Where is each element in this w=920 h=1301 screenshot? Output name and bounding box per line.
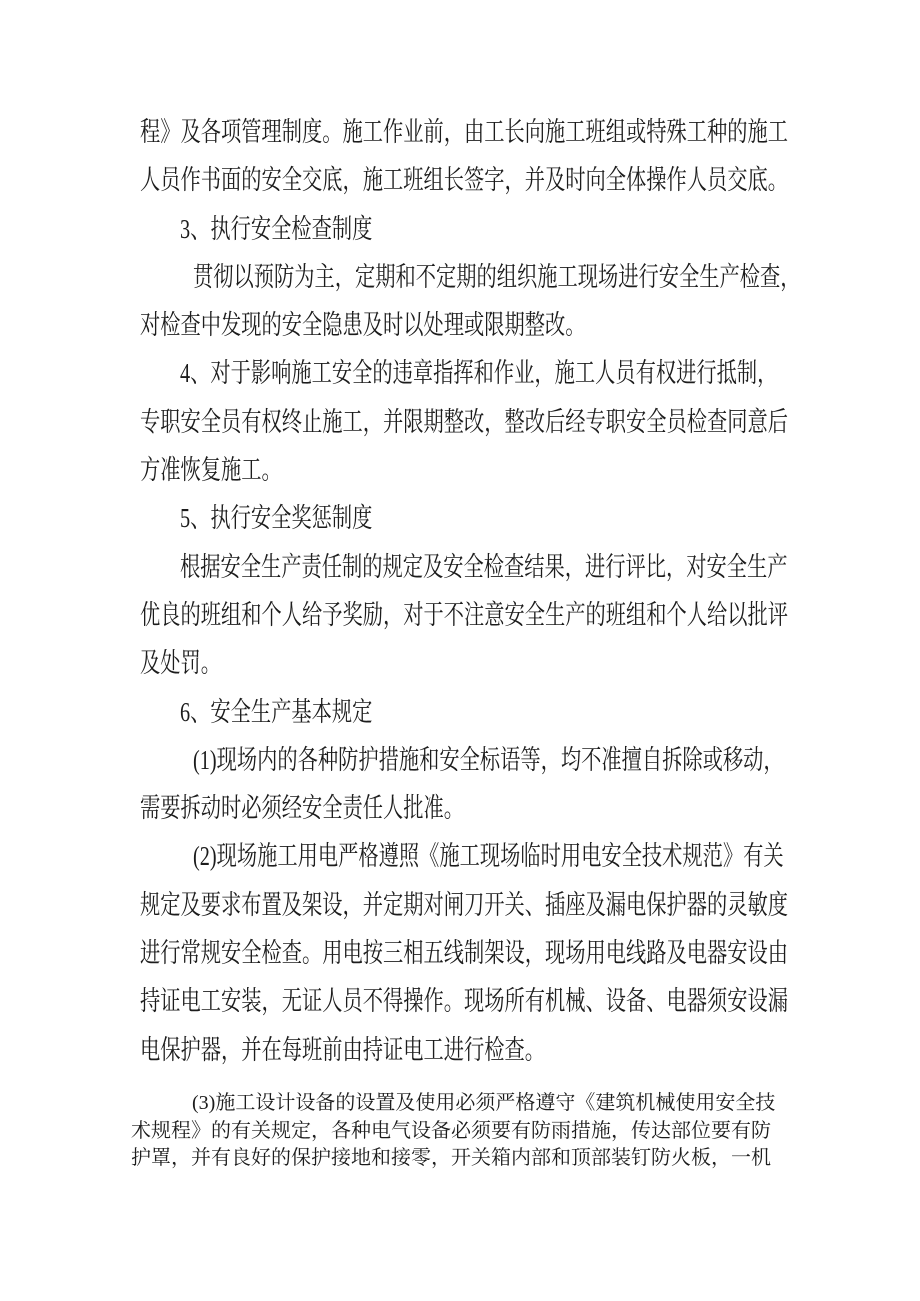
document-line <box>131 1090 891 1118</box>
document-line-text: 方准恢复施工。 <box>140 455 282 486</box>
document-line-text: 护罩，并有良好的保护接地和接零，开关箱内部和顶部装钉防火板，一机 <box>131 1147 771 1170</box>
document-line-text: 需要拆动时必须经安全责任人批准。 <box>140 793 464 824</box>
document-line-text: 贯彻以预防为主，定期和不定期的组织施工现场进行安全生产检查， <box>193 261 801 292</box>
document-line-text: 进行常规安全检查。用电按三相五线制架设，现场用电线路及电器安设由 <box>140 938 788 969</box>
document-line <box>140 543 880 591</box>
document-line <box>140 736 880 784</box>
document-line <box>140 1026 880 1074</box>
document-body <box>140 108 880 1074</box>
document-line-text: 电保护器，并在每班前由持证电工进行检查。 <box>140 1034 545 1065</box>
document-heading-line <box>140 349 880 397</box>
document-heading-line <box>140 494 880 542</box>
document-line <box>140 929 880 977</box>
document-line-text: 6、安全生产基本规定 <box>180 696 373 727</box>
document-line-text: 规定及要求布置及架设，并定期对闸刀开关、插座及漏电保护器的灵敏度 <box>140 889 788 920</box>
document-line <box>140 639 880 687</box>
document-line <box>140 398 880 446</box>
document-line-text: 专职安全员有权终止施工，并限期整改，整改后经专职安全员检查同意后 <box>140 406 788 437</box>
document-line <box>140 253 880 301</box>
document-line-text: 4、对于影响施工安全的违章指挥和作业，施工人员有权进行抵制， <box>180 358 778 389</box>
document-line-text: 根据安全生产责任制的规定及安全检查结果，进行评比，对安全生产 <box>180 551 788 582</box>
document-line <box>140 301 880 349</box>
document-line-text: (1)现场内的各种防护措施和安全标语等，均不准擅自拆除或移动， <box>193 744 784 775</box>
document-heading-line <box>140 205 880 253</box>
document-line-text: 优良的班组和个人给予奖励，对于不注意安全生产的班组和个人给以批评 <box>140 599 788 630</box>
document-line-text: 3、执行安全检查制度 <box>180 213 373 244</box>
document-line-text: 程》及各项管理制度。施工作业前，由工长向施工班组或特殊工种的施工 <box>140 117 788 147</box>
document-line <box>140 156 880 204</box>
document-line-text: (3)施工设计设备的设置及使用必须严格遵守《建筑机械使用安全技 <box>192 1092 776 1114</box>
document-line-text: 术规程》的有关规定，各种电气设备必须要有防雨措施，传达部位要有防 <box>131 1119 771 1142</box>
document-line <box>140 446 880 494</box>
document-line-text: 持证电工安装，无证人员不得操作。现场所有机械、设备、电器须安设漏 <box>140 986 788 1017</box>
document-line <box>140 977 880 1025</box>
document-line-text: 人员作书面的安全交底，施工班组长签字，并及时向全体操作人员交底。 <box>140 165 788 196</box>
document-line <box>140 591 880 639</box>
document-line <box>140 832 880 880</box>
document-line <box>140 108 880 156</box>
document-line-text: 及处罚。 <box>140 648 221 679</box>
document-heading-line <box>140 688 880 736</box>
document-line-text: 对检查中发现的安全隐患及时以处理或限期整改。 <box>140 310 586 341</box>
document-line <box>140 881 880 929</box>
document-line <box>131 1118 891 1146</box>
document-last-paragraph <box>131 1090 891 1173</box>
document-line-text: 5、执行安全奖惩制度 <box>180 503 373 534</box>
document-line <box>131 1145 891 1173</box>
document-line-text: (2)现场施工用电严格遵照《施工现场临时用电安全技术规范》有关 <box>193 841 784 872</box>
document-line <box>140 784 880 832</box>
